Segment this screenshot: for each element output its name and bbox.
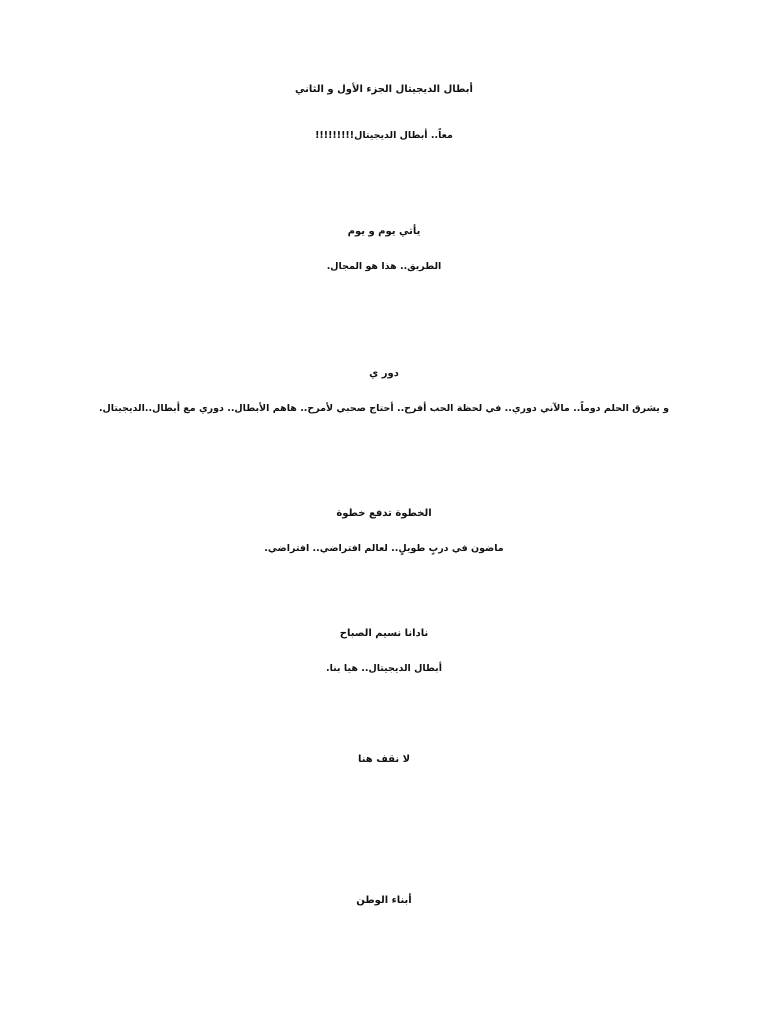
section-sons-of-the-nation (90, 895, 678, 928)
section-body: و يشرق الحلم دوماً.. مالآني دوري.. في لحظة الحب أفرح.. أحتاج صحبي لأمرح.. هاهم الأبطال.. دوري مع أبطال..الديجيتال. (98, 403, 670, 414)
section-body: أبطال الديجيتال.. هيا بنا. (326, 663, 442, 674)
page-title: أبطال الديجيتال الجزء الأول و الثاني (295, 84, 473, 95)
section-we-dont-stop (90, 754, 678, 787)
section-morning-breeze (90, 628, 678, 676)
section-league (90, 368, 678, 416)
section-heading: الخطوة تدفع خطوة (336, 508, 432, 519)
section-step-by-step (90, 508, 678, 556)
section-heading: يأتي يوم و يوم (347, 226, 421, 237)
section-day-after-day (90, 226, 678, 274)
section-heading: لا نقف هنا (357, 754, 411, 765)
section-heading: دور ي (369, 368, 399, 379)
section-heading: أبناء الوطن (356, 895, 412, 906)
section-heading: نادانا نسيم الصباح (339, 628, 429, 639)
section-body: معاً.. أبطال الديجيتال!!!!!!!!! (315, 130, 453, 141)
section-intro (90, 128, 678, 143)
section-body: الطريق.. هذا هو المجال. (326, 261, 442, 272)
section-body: ماضون في دربٍ طويلٍ.. لعالم افتراضي.. افتراضي. (264, 543, 504, 554)
